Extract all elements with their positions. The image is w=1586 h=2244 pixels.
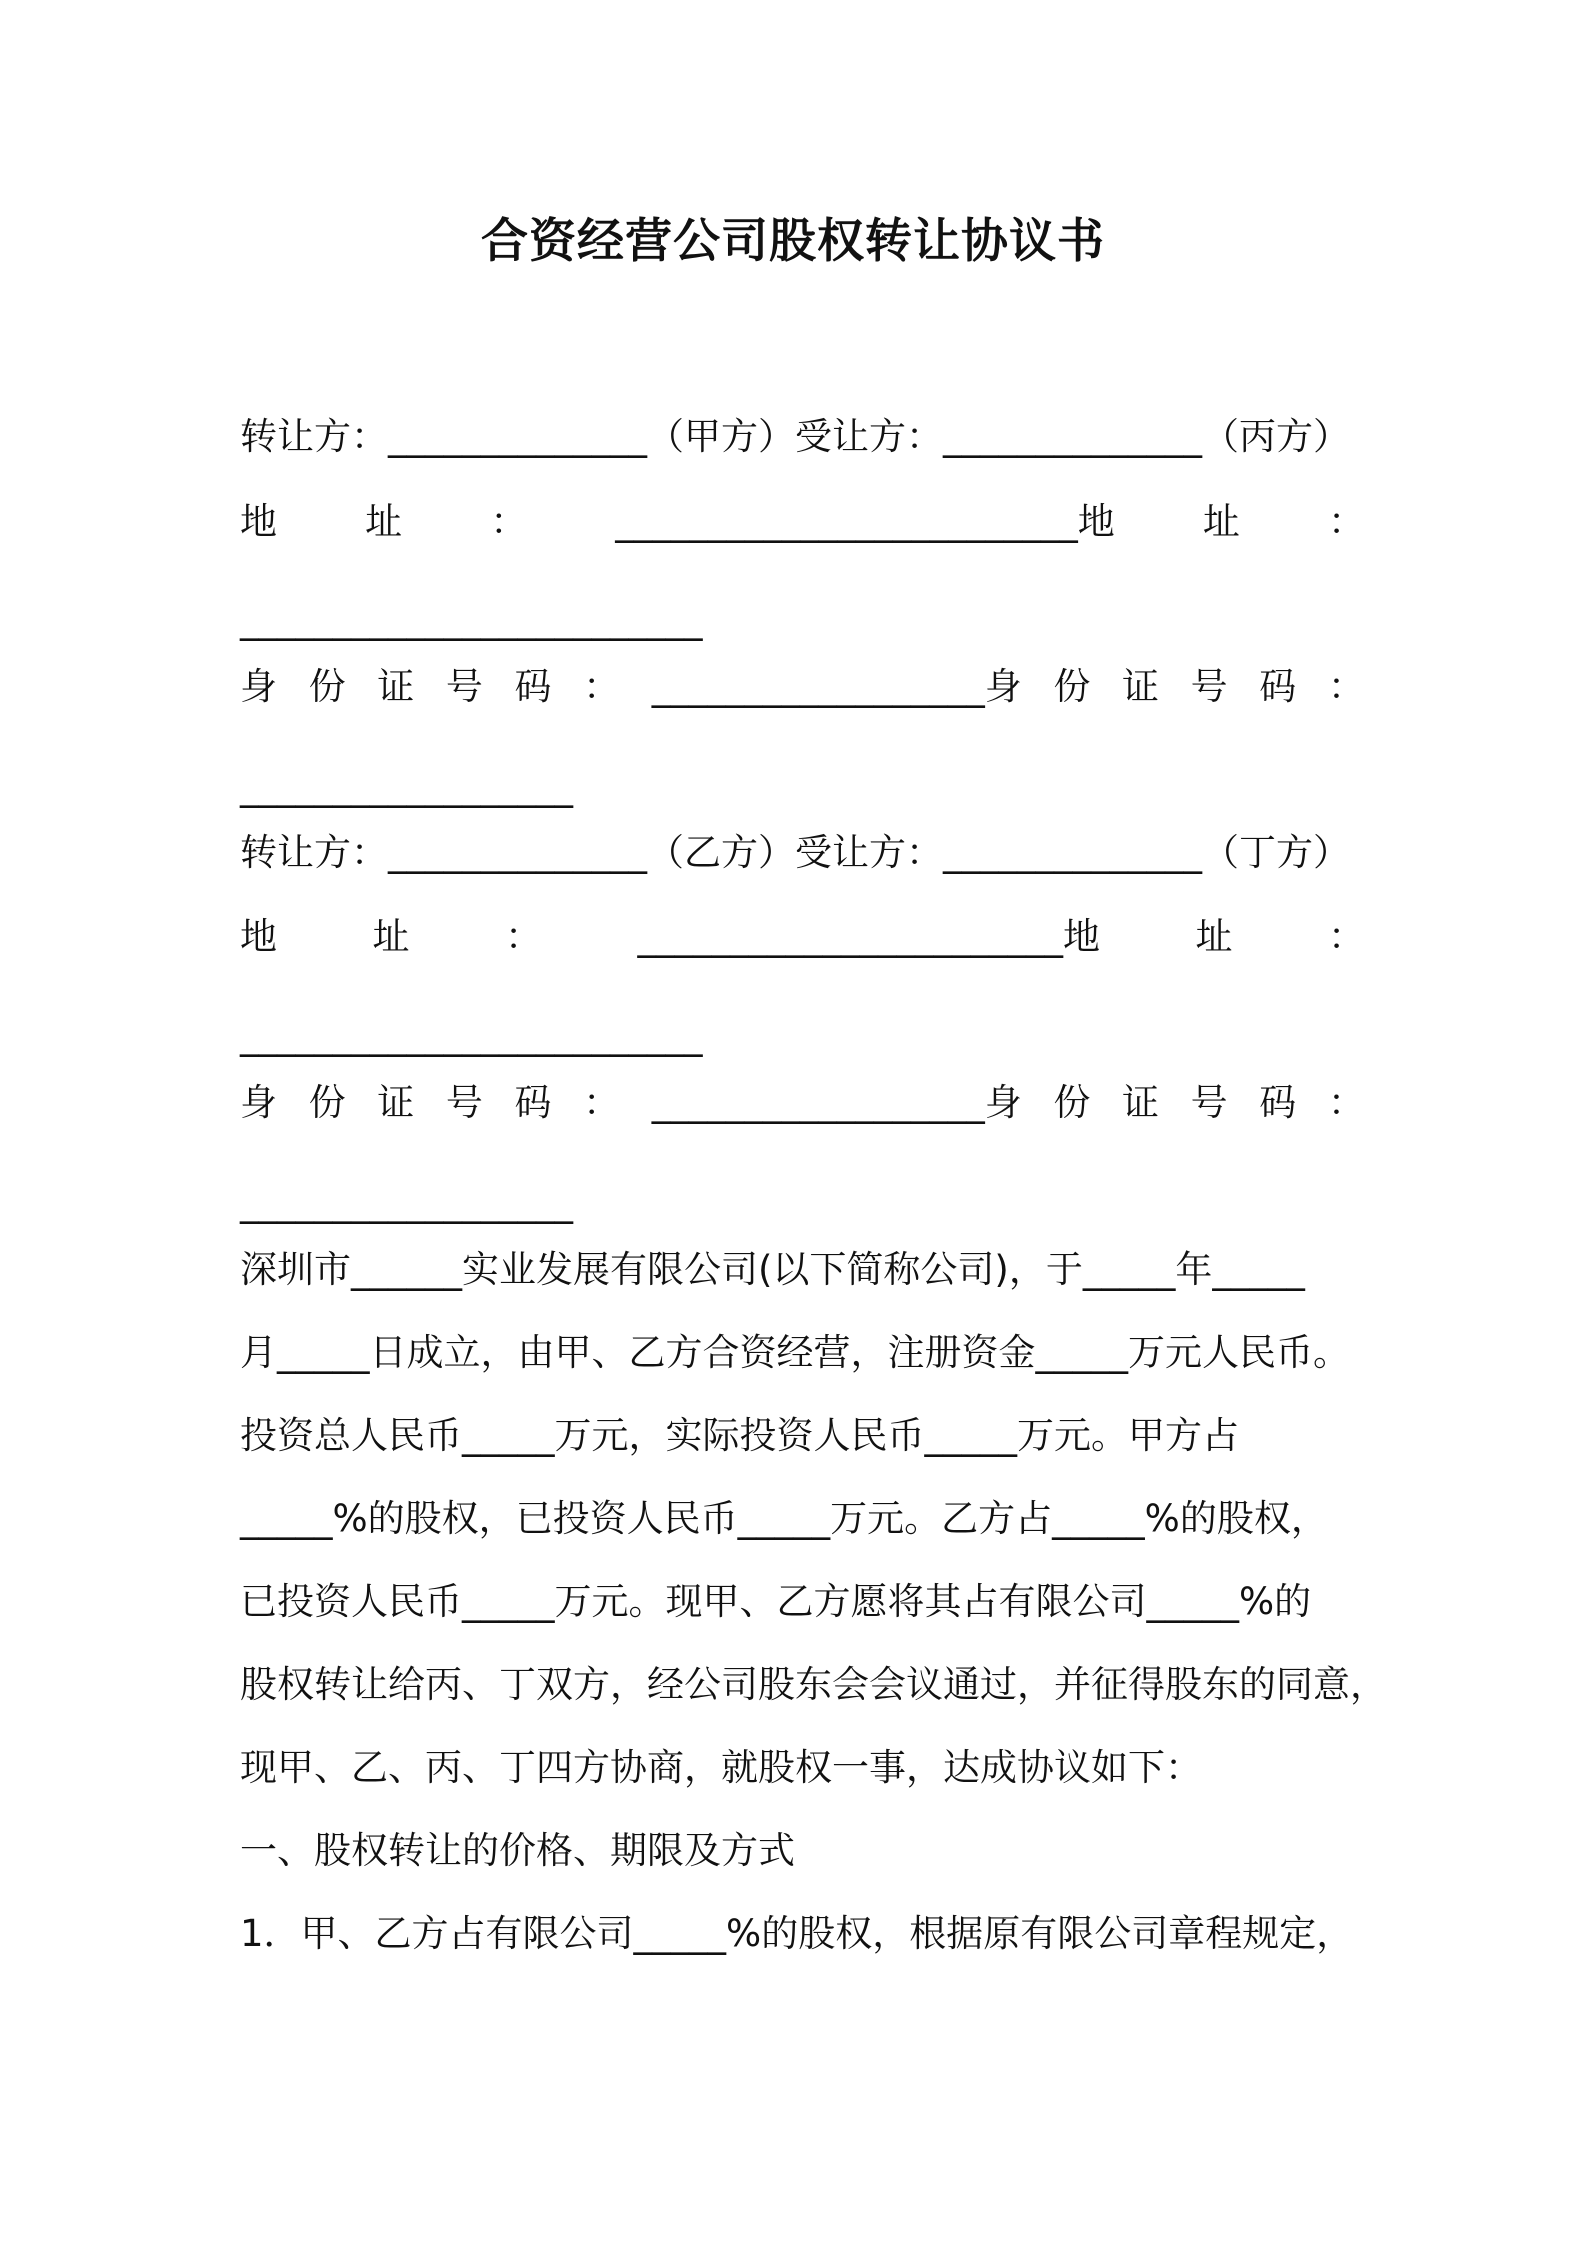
- address-label-char: 地: [240, 500, 277, 543]
- party-row-transferor-b: 转让方：______________（乙方）受让方：______________（丁方）: [240, 831, 1350, 874]
- id-blank: __________________身: [651, 665, 1022, 708]
- id-colon: ：: [583, 1081, 621, 1124]
- address-row-2: [240, 912, 1365, 962]
- id-blank-continued-2: __________________: [240, 1181, 573, 1224]
- id-label-char: 证: [1122, 665, 1159, 708]
- address-colon: ：: [505, 915, 542, 958]
- body-line: 深圳市______实业发展有限公司(以下简称公司)，于_____年_____: [240, 1248, 1305, 1291]
- id-number-row-1: [240, 662, 1365, 712]
- id-label-char: 号: [445, 665, 483, 708]
- address-label-char: 址: [365, 500, 403, 543]
- id-colon: ：: [1327, 665, 1365, 708]
- id-label-char: 份: [1053, 1081, 1091, 1124]
- body-line: _____%的股权，已投资人民币_____万元。乙方占_____%的股权，: [240, 1497, 1328, 1540]
- id-label-char: 份: [308, 665, 346, 708]
- id-label-char: 身: [240, 1081, 277, 1124]
- id-label-char: 证: [1122, 1081, 1159, 1124]
- address-colon: ：: [1328, 915, 1365, 958]
- id-number-row-2: [240, 1078, 1365, 1128]
- id-label-char: 份: [308, 1081, 346, 1124]
- body-line: 股权转让给丙、丁双方，经公司股东会会议通过，并征得股东的同意，: [240, 1663, 1387, 1706]
- address-colon: ：: [490, 500, 528, 543]
- id-label-char: 证: [377, 665, 415, 708]
- id-colon: ：: [1327, 1081, 1365, 1124]
- body-line: 月_____日成立，由甲、乙方合资经营，注册资金_____万元人民币。: [240, 1331, 1350, 1374]
- id-label-char: 证: [377, 1081, 415, 1124]
- clause-1: 1．甲、乙方占有限公司_____%的股权，根据原有限公司章程规定，: [240, 1912, 1354, 1955]
- id-label-char: 码: [514, 665, 552, 708]
- id-colon: ：: [583, 665, 621, 708]
- id-label-char: 码: [514, 1081, 552, 1124]
- address-blank-continued-1: _________________________: [240, 598, 703, 641]
- id-label-char: 码: [1259, 1081, 1297, 1124]
- address-colon: ：: [1327, 500, 1365, 543]
- address-blank: _______________________地: [637, 915, 1100, 958]
- body-line: 已投资人民币_____万元。现甲、乙方愿将其占有限公司_____%的: [240, 1580, 1312, 1623]
- id-label-char: 份: [1053, 665, 1091, 708]
- address-blank-continued-2: _________________________: [240, 1014, 703, 1057]
- id-label-char: 号: [1190, 1081, 1228, 1124]
- address-label-char: 址: [1202, 500, 1240, 543]
- body-line: 投资总人民币_____万元，实际投资人民币_____万元。甲方占: [240, 1414, 1239, 1457]
- id-label-char: 号: [1190, 665, 1228, 708]
- body-line: 现甲、乙、丙、丁四方协商，就股权一事，达成协议如下：: [240, 1746, 1202, 1789]
- document-title: 合资经营公司股权转让协议书: [481, 214, 1105, 269]
- id-label-char: 身: [240, 665, 277, 708]
- address-label-char: 址: [372, 915, 410, 958]
- id-label-char: 码: [1259, 665, 1297, 708]
- section-heading: 一、股权转让的价格、期限及方式: [240, 1829, 795, 1872]
- id-label-char: 号: [445, 1081, 483, 1124]
- id-blank: __________________身: [651, 1081, 1022, 1124]
- address-label-char: 址: [1195, 915, 1233, 958]
- id-blank-continued-1: __________________: [240, 765, 573, 808]
- address-label-char: 地: [240, 915, 277, 958]
- address-row-1: [240, 497, 1365, 547]
- address-blank: _________________________地: [615, 500, 1115, 543]
- party-row-transferor-a: 转让方：______________（甲方）受让方：______________（丙方）: [240, 415, 1350, 458]
